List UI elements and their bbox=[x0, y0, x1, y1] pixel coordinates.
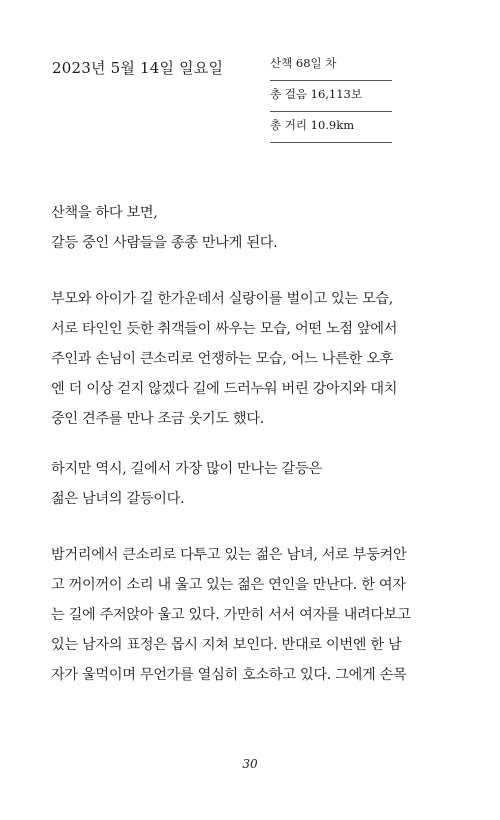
text-line: 서로 타인인 듯한 취객들이 싸우는 모습, 어떤 노점 앞에서 bbox=[51, 321, 398, 337]
text-line: 밤거리에서 큰소리로 다투고 있는 젊은 남녀, 서로 부둥켜안 bbox=[51, 547, 407, 563]
text-line: 갈등 중인 사람들을 종종 만나게 된다. bbox=[51, 235, 278, 251]
text-line: 젊은 남녀의 갈등이다. bbox=[51, 491, 185, 507]
text-line: 는 길에 주저앉아 울고 있다. 가만히 서서 여자를 내려다보고 bbox=[51, 607, 411, 623]
paragraph bbox=[51, 284, 397, 434]
text-line: 산책을 하다 보면, bbox=[51, 205, 158, 221]
total-steps: 총 걸음 16,113보 bbox=[270, 81, 392, 112]
date-heading: 2023년 5월 14일 일요일 bbox=[52, 59, 224, 77]
text-line: 하지만 역시, 길에서 가장 많이 만나는 갈등은 bbox=[51, 461, 322, 477]
walk-day-count: 산책 68일 차 bbox=[270, 50, 392, 81]
paragraph bbox=[51, 198, 277, 258]
text-line: 고 꺼이꺼이 소리 내 울고 있는 젊은 연인을 만난다. 한 여자 bbox=[51, 577, 406, 593]
text-line: 부모와 아이가 길 한가운데서 실랑이를 벌이고 있는 모습, bbox=[51, 291, 393, 307]
text-line: 중인 견주를 만나 조금 웃기도 했다. bbox=[51, 411, 264, 427]
text-line: 있는 남자의 표정은 몹시 지쳐 보인다. 반대로 이번엔 한 남 bbox=[51, 637, 402, 653]
paragraph bbox=[51, 540, 411, 690]
page-number: 30 bbox=[242, 757, 258, 771]
text-line: 엔 더 이상 걷지 않겠다 길에 드러누워 버린 강아지와 대치 bbox=[51, 381, 398, 397]
walk-stats bbox=[270, 50, 392, 143]
total-distance: 총 거리 10.9km bbox=[270, 112, 392, 143]
text-line: 주인과 손님이 큰소리로 언쟁하는 모습, 어느 나른한 오후 bbox=[51, 351, 393, 367]
paragraph bbox=[51, 454, 322, 514]
text-line: 자가 울먹이며 무언가를 열심히 호소하고 있다. 그에게 손목 bbox=[51, 667, 407, 683]
